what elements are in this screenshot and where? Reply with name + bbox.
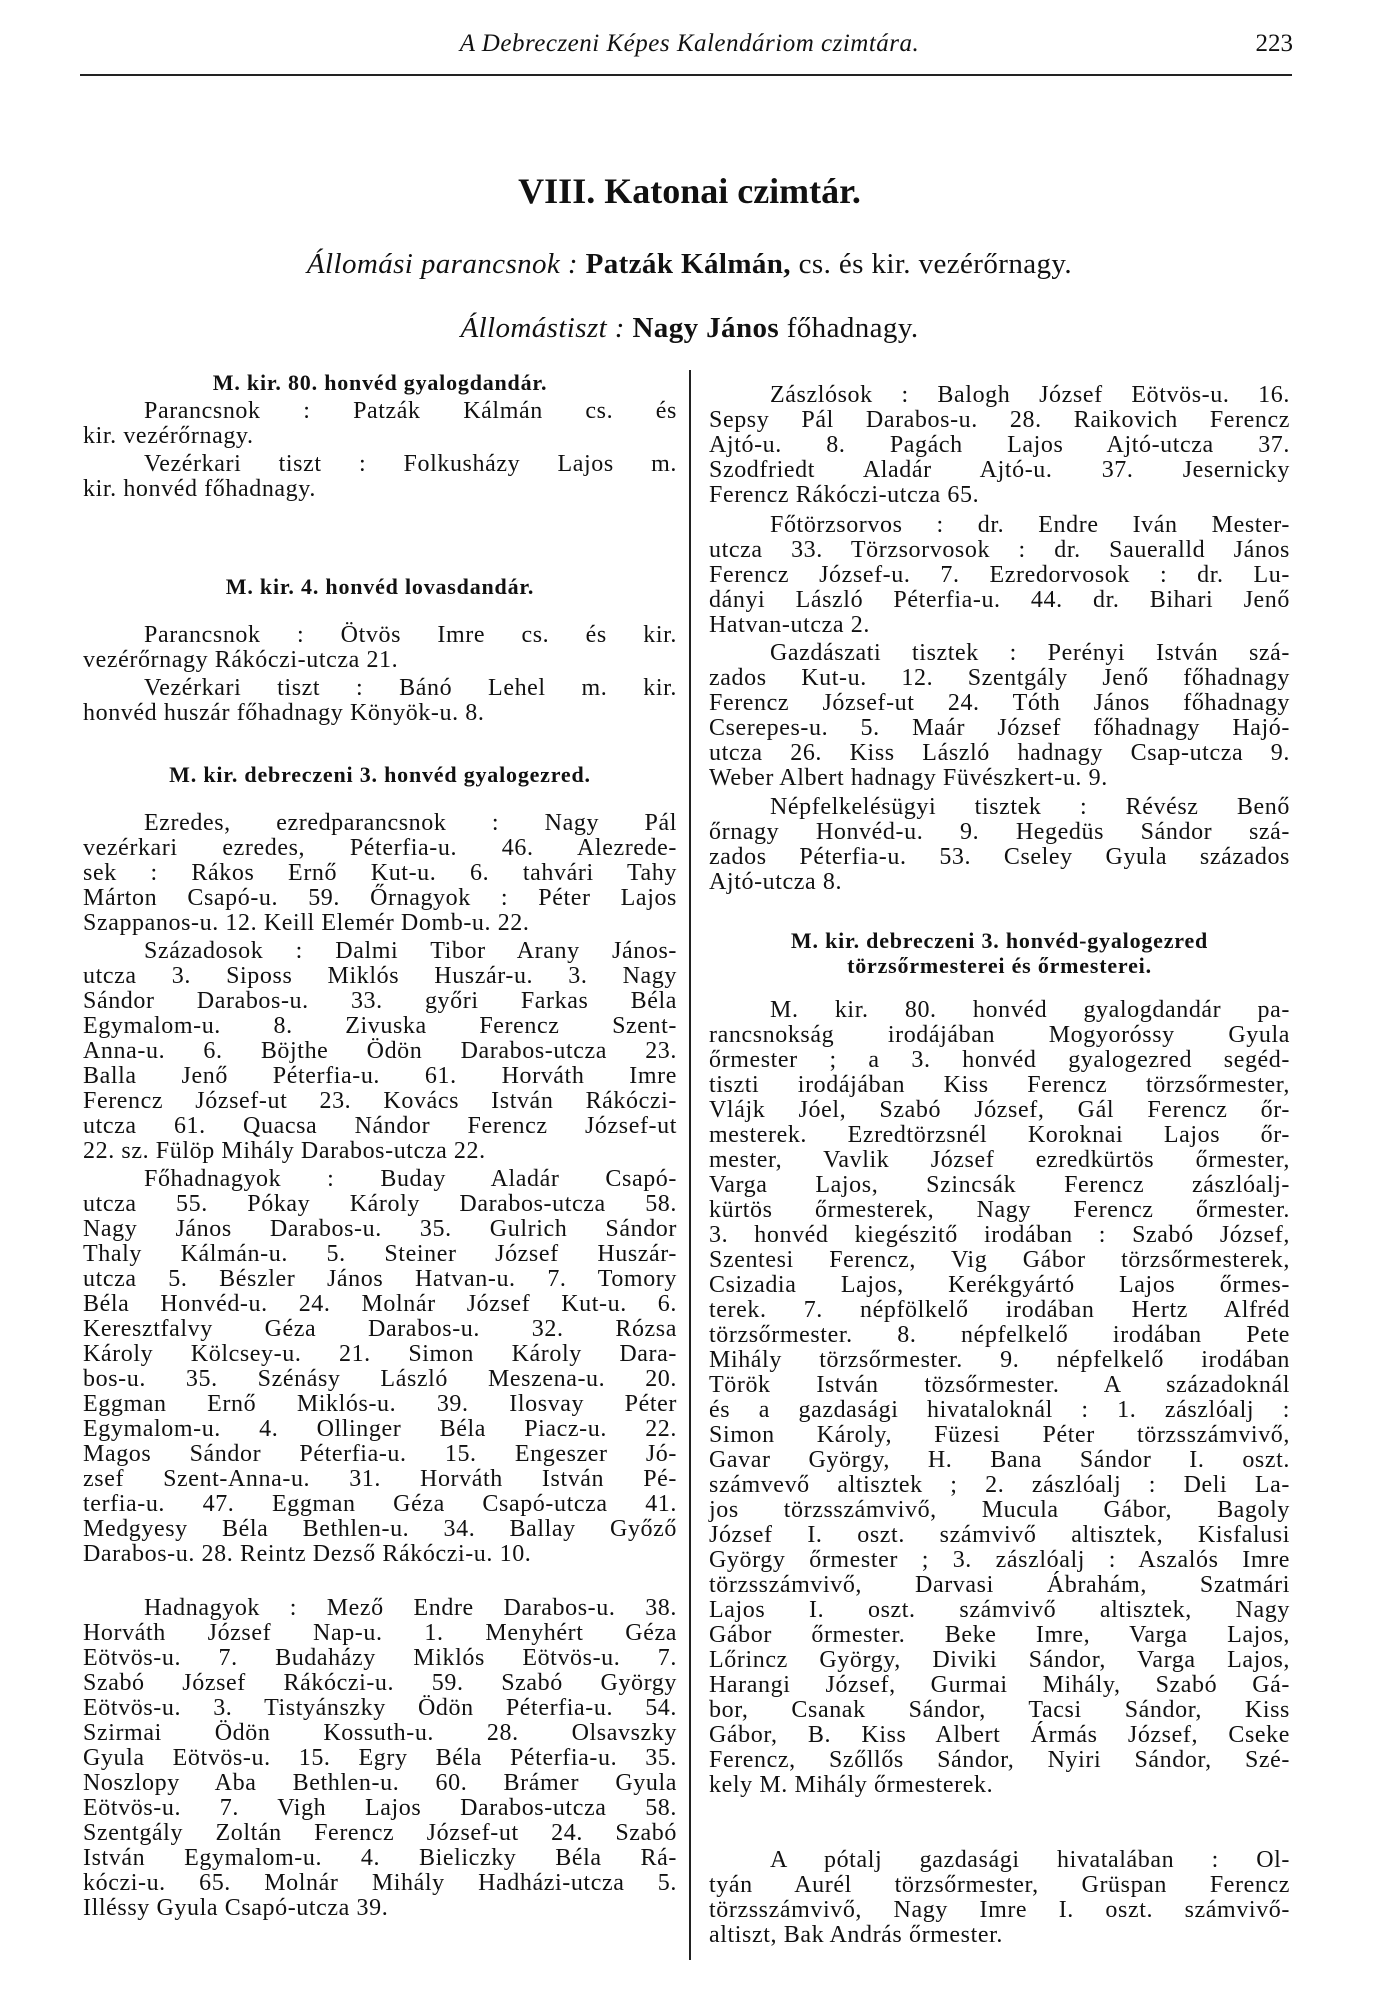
text-line: Ajtó-u. 8. Pagách Lajos Ajtó-utcza 37.: [709, 432, 1290, 458]
text-line: Medgyesy Béla Bethlen-u. 34. Ballay Győző: [83, 1516, 677, 1542]
text-line: Balla Jenő Péterfia-u. 61. Horváth Imre: [83, 1063, 677, 1089]
text-line: Ajtó-utcza 8.: [709, 869, 843, 895]
text-line: vezérőrnagy Rákóczi-utcza 21.: [83, 647, 399, 673]
text-line: Lajos I. oszt. számvivő altisztek, Nagy: [709, 1597, 1290, 1623]
text-line: Török István tözsőrmester. A századoknál: [709, 1372, 1290, 1398]
text-line: Népfelkelésügyi tisztek : Révész Benő: [770, 794, 1290, 820]
text-line: mesterek. Ezredtörzsnél Koroknai Lajos őr-: [709, 1122, 1290, 1148]
text-line: Gábor, B. Kiss Albert Ármás József, Cseke: [709, 1722, 1290, 1748]
text-line: Károly Kölcsey-u. 21. Simon Károly Dara-: [83, 1341, 677, 1367]
text-line: Szentesi Ferencz, Vig Gábor törzsőrmesterek,: [709, 1247, 1290, 1273]
station-commander-line: [0, 248, 1379, 281]
text-line: utcza 5. Bészler János Hatvan-u. 7. Tomory: [83, 1266, 677, 1292]
text-line: Ferencz József-ut 23. Kovács István Rákóczi-: [83, 1088, 677, 1114]
running-head-title: A Debreczeni Képes Kalendáriom czimtára.: [459, 30, 920, 57]
text-line: zados Kut-u. 12. Szentgály Jenő főhadnagy: [709, 665, 1290, 691]
text-line: mester, Vavlik József ezredkürtös őrmester,: [709, 1147, 1290, 1173]
text-line: József I. oszt. számvivő altisztek, Kisfalusi: [709, 1522, 1290, 1548]
section-heading: [83, 574, 677, 599]
text-line: kir. vezérőrnagy.: [83, 423, 254, 449]
text-line: Ferencz, Szőllős Sándor, Nyiri Sándor, Szé-: [709, 1747, 1290, 1773]
text-line: Thaly Kálmán-u. 5. Steiner József Huszár-: [83, 1241, 677, 1267]
station-officer-line: [0, 312, 1379, 345]
paragraph: [709, 795, 1290, 895]
station-commander-label: Állomási parancsnok :: [306, 248, 578, 280]
section-heading: [709, 928, 1290, 978]
text-line: Simon Károly, Füzesi Péter törzsszámvivő,: [709, 1422, 1290, 1448]
text-line: zados Péterfia-u. 53. Cseley Gyula százados: [709, 844, 1290, 870]
text-line: Csizadia Lajos, Kerékgyártó Lajos őrmes-: [709, 1272, 1290, 1298]
text-line: Weber Albert hadnagy Füvészkert-u. 9.: [709, 765, 1108, 791]
text-line: Illéssy Gyula Csapó-utcza 39.: [83, 1895, 389, 1921]
text-line: Főtörzsorvos : dr. Endre Iván Mester-: [770, 512, 1290, 538]
text-line: altiszt, Bak András őrmester.: [709, 1922, 1004, 1948]
paragraph: [83, 399, 677, 449]
text-line: Cserepes-u. 5. Maár József főhadnagy Hajó-: [709, 715, 1290, 741]
text-line: dányi László Péterfia-u. 44. dr. Bihari Jenő: [709, 587, 1290, 613]
text-line: Főhadnagyok : Buday Aladár Csapó-: [144, 1166, 677, 1192]
text-line: utcza 33. Törzsorvosok : dr. Saueralld János: [709, 537, 1290, 563]
paragraph: [709, 513, 1290, 638]
text-line: terfia-u. 47. Eggman Géza Csapó-utcza 41.: [83, 1491, 677, 1517]
text-line: Nagy János Darabos-u. 35. Gulrich Sándor: [83, 1216, 677, 1242]
text-line: Eggman Ernő Miklós-u. 39. Ilosvay Péter: [83, 1391, 677, 1417]
text-line: Gazdászati tisztek : Perényi István szá-: [770, 640, 1290, 666]
paragraph: [83, 1596, 677, 1921]
station-officer-name: Nagy János: [632, 312, 780, 344]
text-line: 3. honvéd kiegészitő irodában : Szabó József,: [709, 1222, 1290, 1248]
text-line: Szodfriedt Aladár Ajtó-u. 37. Jesernicky: [709, 457, 1290, 483]
paragraph: [709, 641, 1290, 791]
chapter-title: VIII. Katonai czimtár.: [518, 171, 861, 211]
text-line: Darabos-u. 28. Reintz Dezső Rákóczi-u. 10.: [83, 1541, 532, 1567]
text-line: kóczi-u. 65. Molnár Mihály Hadházi-utcza 5.: [83, 1870, 677, 1896]
station-officer-rank: főhadnagy.: [786, 312, 919, 344]
station-commander-name: Patzák Kálmán,: [585, 248, 791, 280]
station-commander-rank: cs. és kir. vezérőrnagy.: [798, 248, 1073, 280]
section-heading: [83, 370, 677, 395]
text-line: Szirmai Ödön Kossuth-u. 28. Olsavszky: [83, 1720, 677, 1746]
text-line: törzsszámvivő, Nagy Imre I. oszt. számvivő-: [709, 1897, 1290, 1923]
text-line: utcza 26. Kiss László hadnagy Csap-utcza 9.: [709, 740, 1290, 766]
section-heading: [83, 762, 677, 787]
paragraph: [83, 676, 677, 726]
text-line: Eötvös-u. 7. Vigh Lajos Darabos-utcza 58.: [83, 1795, 677, 1821]
text-line: Szabó József Rákóczi-u. 59. Szabó György: [83, 1670, 677, 1696]
text-line: A pótalj gazdasági hivatalában : Ol-: [770, 1847, 1290, 1873]
text-line: sek : Rákos Ernő Kut-u. 6. tahvári Tahy: [83, 860, 677, 886]
text-line: kürtös őrmesterek, Nagy Ferencz őrmester.: [709, 1197, 1290, 1223]
text-line: M. kir. debreczeni 3. honvéd gyalogezred.: [169, 762, 591, 787]
text-line: tyán Aurél törzsőrmester, Grüspan Ferencz: [709, 1872, 1290, 1898]
text-line: jos törzsszámvivő, Mucula Gábor, Bagoly: [709, 1497, 1290, 1523]
text-line: őrnagy Honvéd-u. 9. Hegedüs Sándor szá-: [709, 819, 1290, 845]
text-line: bor, Csanak Sándor, Tacsi Sándor, Kiss: [709, 1697, 1290, 1723]
text-line: M. kir. debreczeni 3. honvéd-gyalogezred: [790, 928, 1209, 953]
text-line: Gyula Eötvös-u. 15. Egry Béla Péterfia-u. 35.: [83, 1745, 677, 1771]
text-line: 22. sz. Fülöp Mihály Darabos-utcza 22.: [83, 1138, 486, 1164]
text-line: Noszlopy Aba Bethlen-u. 60. Brámer Gyula: [83, 1770, 677, 1796]
text-line: Sándor Darabos-u. 33. győri Farkas Béla: [83, 988, 677, 1014]
text-line: Parancsnok : Ötvös Imre cs. és kir.: [144, 622, 677, 648]
text-line: törzsőrmester. 8. népfelkelő irodában Pete: [709, 1322, 1290, 1348]
text-line: Márton Csapó-u. 59. Őrnagyok : Péter Lajos: [83, 885, 677, 911]
text-line: törzsszámvivő, Darvasi Ábrahám, Szatmári: [709, 1572, 1290, 1598]
station-officer-label: Állomástiszt :: [460, 312, 625, 344]
text-line: kir. honvéd főhadnagy.: [83, 476, 316, 502]
text-line: terek. 7. népfölkelő irodában Hertz Alfréd: [709, 1297, 1290, 1323]
text-line: bos-u. 35. Szénásy László Meszena-u. 20.: [83, 1366, 677, 1392]
text-line: kely M. Mihály őrmesterek.: [709, 1772, 994, 1798]
text-line: Mihály törzsőrmester. 9. népfelkelő irodában: [709, 1347, 1290, 1373]
text-line: Századosok : Dalmi Tibor Arany János-: [144, 938, 677, 964]
text-line: tiszti irodájában Kiss Ferencz törzsőrmester,: [709, 1072, 1290, 1098]
text-line: István Egymalom-u. 4. Bieliczky Béla Rá-: [83, 1845, 677, 1871]
text-line: Szappanos-u. 12. Keill Elemér Domb-u. 22.: [83, 910, 530, 936]
paragraph: [83, 623, 677, 673]
text-line: Egymalom-u. 4. Ollinger Béla Piacz-u. 22.: [83, 1416, 677, 1442]
paragraph: [83, 939, 677, 1164]
text-line: M. kir. 80. honvéd gyalogdandár.: [212, 370, 548, 395]
text-line: és a gazdasági hivataloknál : 1. zászlóalj :: [709, 1397, 1290, 1423]
text-line: Hatvan-utcza 2.: [709, 612, 870, 638]
text-line: M. kir. 80. honvéd gyalogdandár pa-: [770, 997, 1290, 1023]
paragraph: [83, 811, 677, 936]
text-line: Horváth József Nap-u. 1. Menyhért Géza: [83, 1620, 677, 1646]
text-line: rancsnokság irodájában Mogyoróssy Gyula: [709, 1022, 1290, 1048]
text-line: utcza 3. Siposs Miklós Huszár-u. 3. Nagy: [83, 963, 677, 989]
text-line: Keresztfalvy Géza Darabos-u. 32. Rózsa: [83, 1316, 677, 1342]
text-line: Gavar György, H. Bana Sándor I. oszt.: [709, 1447, 1290, 1473]
paragraph: [83, 452, 677, 502]
paragraph: [709, 1848, 1290, 1948]
text-line: Magos Sándor Péterfia-u. 15. Engeszer Jó-: [83, 1441, 677, 1467]
header-rule: [80, 74, 1292, 76]
text-line: Sepsy Pál Darabos-u. 28. Raikovich Ferencz: [709, 407, 1290, 433]
text-line: Hadnagyok : Mező Endre Darabos-u. 38.: [144, 1595, 677, 1621]
text-line: Eötvös-u. 3. Tistyánszky Ödön Péterfia-u. 54.: [83, 1695, 677, 1721]
text-line: utcza 55. Pókay Károly Darabos-utcza 58.: [83, 1191, 677, 1217]
text-line: Vlájk Jóel, Szabó József, Gál Ferencz őr-: [709, 1097, 1290, 1123]
text-line: Vezérkari tiszt : Folkusházy Lajos m.: [144, 451, 677, 477]
text-line: utcza 61. Quacsa Nándor Ferencz József-ut: [83, 1113, 677, 1139]
text-line: számvevő altisztek ; 2. zászlóalj : Deli La-: [709, 1472, 1290, 1498]
text-line: Egymalom-u. 8. Zivuska Ferencz Szent-: [83, 1013, 677, 1039]
text-line: Ferencz Rákóczi-utcza 65.: [709, 482, 980, 508]
text-line: Gábor őrmester. Beke Imre, Varga Lajos,: [709, 1622, 1290, 1648]
text-line: honvéd huszár főhadnagy Könyök-u. 8.: [83, 700, 485, 726]
text-line: törzsőrmesterei és őrmesterei.: [847, 953, 1152, 978]
text-line: Vezérkari tiszt : Bánó Lehel m. kir.: [144, 675, 677, 701]
text-line: Varga Lajos, Szincsák Ferencz zászlóalj-: [709, 1172, 1290, 1198]
text-line: Eötvös-u. 7. Budaházy Miklós Eötvös-u. 7.: [83, 1645, 677, 1671]
paragraph: [83, 1167, 677, 1567]
text-line: Zászlósok : Balogh József Eötvös-u. 16.: [770, 382, 1290, 408]
text-line: M. kir. 4. honvéd lovasdandár.: [225, 574, 535, 599]
text-line: őrmester ; a 3. honvéd gyalogezred segéd-: [709, 1047, 1290, 1073]
text-line: zsef Szent-Anna-u. 31. Horváth István Pé-: [83, 1466, 677, 1492]
text-line: Lőrincz György, Diviki Sándor, Varga Lajos,: [709, 1647, 1290, 1673]
text-line: vezérkari ezredes, Péterfia-u. 46. Alezrede-: [83, 835, 677, 861]
text-line: Szentgály Zoltán Ferencz József-ut 24. Szabó: [83, 1820, 677, 1846]
text-line: Ferencz József-ut 24. Tóth János főhadnagy: [709, 690, 1290, 716]
paragraph: [709, 998, 1290, 1798]
text-line: Parancsnok : Patzák Kálmán cs. és: [144, 398, 677, 424]
text-line: György őrmester ; 3. zászlóalj : Aszalós Imre: [709, 1547, 1290, 1573]
column-divider: [689, 370, 691, 1960]
text-line: Anna-u. 6. Böjthe Ödön Darabos-utcza 23.: [83, 1038, 677, 1064]
text-line: Ezredes, ezredparancsnok : Nagy Pál: [144, 810, 677, 836]
text-line: Béla Honvéd-u. 24. Molnár József Kut-u. 6.: [83, 1291, 677, 1317]
text-line: Ferencz József-u. 7. Ezredorvosok : dr. Lu-: [709, 562, 1290, 588]
paragraph: [709, 383, 1290, 508]
page-number: 223: [1255, 30, 1293, 57]
text-line: Harangi József, Gurmai Mihály, Szabó Gá-: [709, 1672, 1290, 1698]
